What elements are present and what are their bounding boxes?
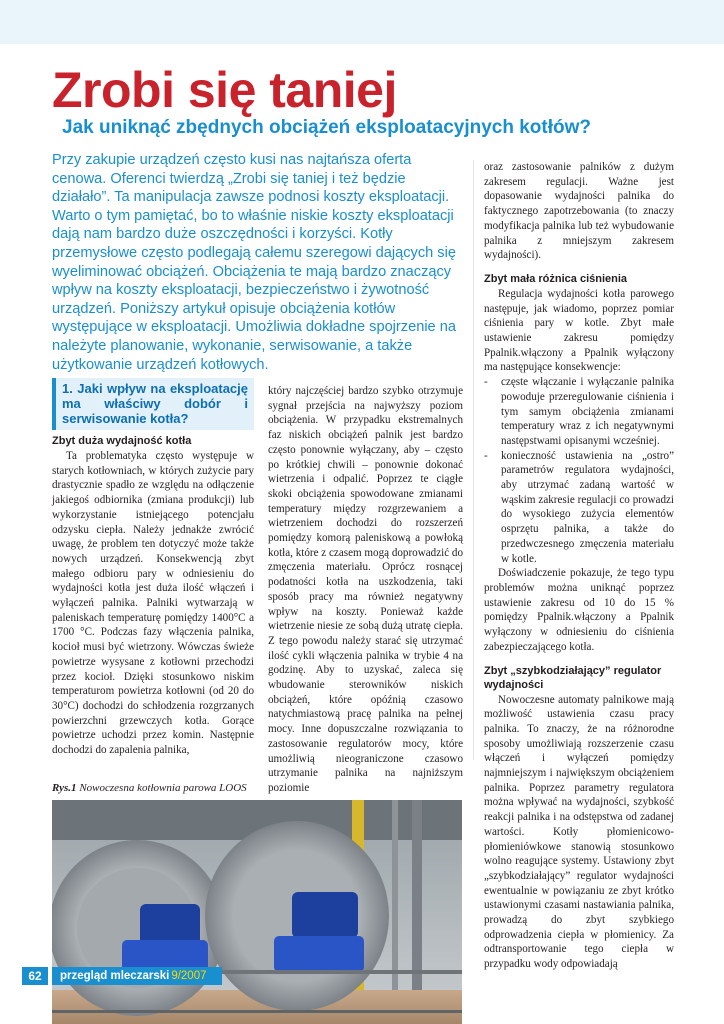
paragraph: Doświadczenie pokazuje, że tego typu problemów można uniknąć poprzez ustawienie zakresu od 10 do 15 % pomiędzy Ppalnik.włączony a Ppalnik wyłączony w odniesieniu do ciśnienia zabezpieczającego kotła.	[484, 567, 674, 653]
page-number: 62	[22, 967, 48, 985]
column-1	[52, 378, 254, 758]
issue-number: 9/2007	[171, 970, 207, 982]
figure-caption-text: Nowoczesna kotłownia parowa LOOS	[79, 782, 247, 794]
subheading-oversized-boiler: Zbyt duża wydajność kotła	[52, 435, 192, 447]
article-subtitle: Jak uniknąć zbędnych obciążeń eksploatacyjnych kotłów?	[62, 117, 591, 138]
paragraph: Nowoczesne automaty palnikowe mają możliwość ustawienia czasu pracy palnika. To znaczy, że na różnorodne sposoby umożliwiają rozszerzenie czasu włączeń i wyłączeń pomiędzy najmniejszym i największym obciążeniem palnika. Poprzez parametry regulatora można wpływać na wydajności, szybkość reakcji palnika i na odstępstwa od zadanej wartości. Kotły płomienicowo-płomieniówkowe stanowią stosunkowo wolno reagujące systemy. Ustawiony zbyt „szybkodziałający” regulator wydajności ewentualnie w powiązaniu ze zbyt krótko ustawionymi czasami nastawiania palnika, prowadzą do zbyt szybkiego odprowadzenia ciepła w płomienicy. Za odtransportowanie tego ciepła w przypadku wody odpowiadają	[484, 693, 674, 971]
consequences-list	[484, 375, 674, 566]
column-3	[484, 160, 674, 972]
paragraph: oraz zastosowanie palników z dużym zakresem regulacji. Ważne jest dopasowanie wydajności palnika do faktycznego zapotrzebowania (to znaczy modyfikacja palnika lub też wybudowanie palnika z mniejszym zakresem wydajności).	[484, 161, 674, 262]
footer-bar	[52, 967, 222, 985]
paragraph: Regulacja wydajności kotła parowego następuje, jak wiadomo, poprzez pomiar ciśnienia pary w kotle. Zbyt małe ustawienie zakresu pomiędzy Ppalnik.włączony a Ppalnik wyłączony ma następujące konsekwencje:	[484, 287, 674, 374]
list-item: - częste włączanie i wyłączanie palnika powoduje przeregulowanie ciśnienia i tym samym obciążenia zmianami temperatury wraz z ich negatywnymi następstwami opisanymi wcześniej.	[484, 375, 674, 449]
list-item: - konieczność ustawienia na „ostro” parametrów regulatora wydajności, aby utrzymać zadaną wartość w wąskim zakresie regulacji co prowadzi do wysokiego zużycia elementów osprzętu palnika, a także do przedwczesnego zmęczenia materiału w kotle.	[484, 449, 674, 567]
boiler-room-photo	[52, 800, 462, 1024]
column-divider	[473, 160, 474, 760]
figure-caption	[52, 781, 247, 795]
section-heading: 1. Jaki wpływ na eksploatację ma właściwy dobór i serwisowanie kotła?	[62, 381, 248, 426]
figure-label: Rys.1	[52, 782, 77, 794]
column-2	[268, 384, 463, 796]
subheading-pressure-difference: Zbyt mała różnica ciśnienia	[484, 272, 628, 285]
paragraph: który najczęściej bardzo szybko otrzymuje sygnał przejścia na najwyższy poziom obciążenia. W przypadku ekstremalnych faz niskich obciążeń palnik jest bardzo często ponownie wyłączany, aby – często po krótkiej chwili – ponownie dokonać wietrzenia i odpalić. Poprzez te ciągłe skoki obciążenia spowodowane zmianami temperatury między rozgrzewaniem a wietrzeniem dochodzi do rozszerzeń pomiędzy komorą paleniskową a powłoką kotła, które z czasem mogą doprowadzić do zmęczenia materiału. Oprócz rosnącej podatności kotła na uszkodzenia, taki sposób pracy ma również negatywny wpływ na koszty. Ponieważ każde wietrzenie niesie ze sobą dużą utratę ciepła. Z tego powodu należy starać się utrzymać ilość cykli włączenia palnika w trybie 4 na godzinę. Aby to uzyskać, zaleca się wbudowanie sterowników niskich obciążeń, które opóźnią czasowo natychmiastową pracę palnika na pełnej mocy. Inne dopuszczalne rozwiązania to zastosowanie regulatorów mocy, które umożliwią nieograniczone czasowo utrzymanie palnika na najniższym poziomie	[268, 385, 463, 794]
section-heading-box	[52, 378, 254, 430]
boiler-illustration	[52, 800, 462, 1024]
article-title: Zrobi się taniej	[52, 62, 397, 118]
paragraph: Ta problematyka często występuje w starych kotłowniach, w których zużycie pary drastycznie spadło ze względu na odłączenie jakiegoś odbiornika (zmiana produkcji) lub wykorzystanie istniejącego potencjału odzysku ciepła. Należy jednakże zwrócić uwagę, że problem ten dotyczyć może także nowych urządzeń. Konsekwencją zbyt małego odbioru pary w odniesieniu do wydajności kotła jest duża ilość włączeń i wyłączeń palnika. Palniki wytwarzają w paleniskach temperaturę pomiędzy 1400°C a 1700 °C. Podczas fazy włączenia palnika, kocioł musi być wietrzony. Wówczas świeże powietrze wysysane z kotłowni przechodzi przez kocioł. Dzięki stosunkowo niskim temperaturom powietrza kotłowni (od 20 do 30°C) dochodzi do schłodzenia rozgrzanych powierzchni grzewczych kotła. Gorące powietrze uchodzi przez komin. Następnie dochodzi do zapalenia palnika,	[52, 450, 254, 757]
lead-text: Przy zakupie urządzeń często kusi nas najtańsza oferta cenowa. Oferenci twierdzą „Zrobi się taniej i też będzie działało”. Ta manipulacja zawsze podnosi koszty eksploatacji. Warto o tym pamiętać, bo to właśnie niskie koszty eksploatacji dają nam bardzo duże oszczędności i korzyści. Kotły przemysłowe często podlegają całemu szeregowi dających się wyeliminować obciążeń. Obciążenia te mają bardzo znaczący wpływ na koszty eksploatacji, bezpieczeństwo i żywotność urządzeń. Poniższy artykuł opisuje obciążenia kotłów występujące w eksploatacji. Umożliwia dokładne spojrzenie na należyte planowanie, wykonanie, serwisowanie, a także użytkowanie urządzeń kotłowych.	[52, 152, 456, 373]
lead-paragraph	[52, 151, 460, 374]
magazine-name: przegląd mleczarski	[60, 970, 170, 982]
top-band	[0, 0, 724, 44]
subheading-fast-regulator: Zbyt „szybkodziałający” regulator wydajności	[484, 664, 662, 691]
